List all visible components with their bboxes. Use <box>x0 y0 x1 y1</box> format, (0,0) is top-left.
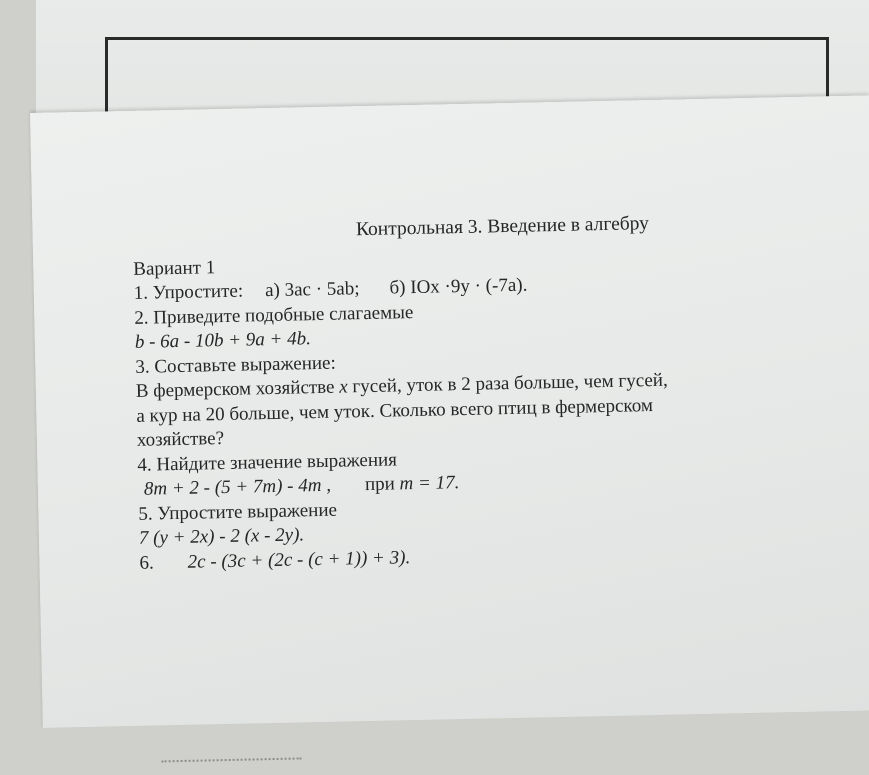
q2-label: 2. Приведите подобные слагаемые <box>134 301 414 329</box>
variant-label: Вариант 1 <box>133 256 216 280</box>
q1-part-b: б) IOx ·9y · (-7a). <box>389 274 528 299</box>
q6-label: 6. <box>139 552 154 574</box>
q3-text-2: гусей, уток в 2 раза больше, чем гусей, <box>352 369 668 398</box>
q4-label: 4. Найдите значение выражения <box>137 448 398 476</box>
q5-expression: 7 (y + 2x) - 2 (x - 2y). <box>138 524 305 549</box>
q4-condition: m = 17. <box>399 472 460 495</box>
q1-label: 1. Упростите: <box>133 280 244 304</box>
q6-expression: 2с - (3с + (2с - (с + 1)) + 3). <box>187 546 411 573</box>
q3-label: 3. Составьте выражение: <box>135 352 336 378</box>
q3-line-2: а кур на 20 больше, чем уток. Сколько всего птиц в фермерском <box>136 394 654 427</box>
q3-text-1: В фермерском хозяйстве <box>135 376 335 402</box>
q4-condition-word: при <box>364 473 396 496</box>
q4-expression: 8m + 2 - (5 + 7m) - 4m , <box>143 474 332 500</box>
q5-label: 5. Упростите выражение <box>138 499 338 525</box>
q3-line-3: хозяйстве? <box>136 428 225 451</box>
worksheet-page <box>30 95 869 727</box>
q3-variable: х <box>339 376 348 398</box>
bleed-through-mark <box>162 757 302 772</box>
q2-expression: b - 6а - 10b + 9а + 4b. <box>134 328 312 353</box>
worksheet-content <box>132 208 839 576</box>
q1-part-a: а) 3ас · 5аb; <box>264 278 360 302</box>
document-title: Контрольная 3. Введение в алгебру <box>355 213 650 241</box>
